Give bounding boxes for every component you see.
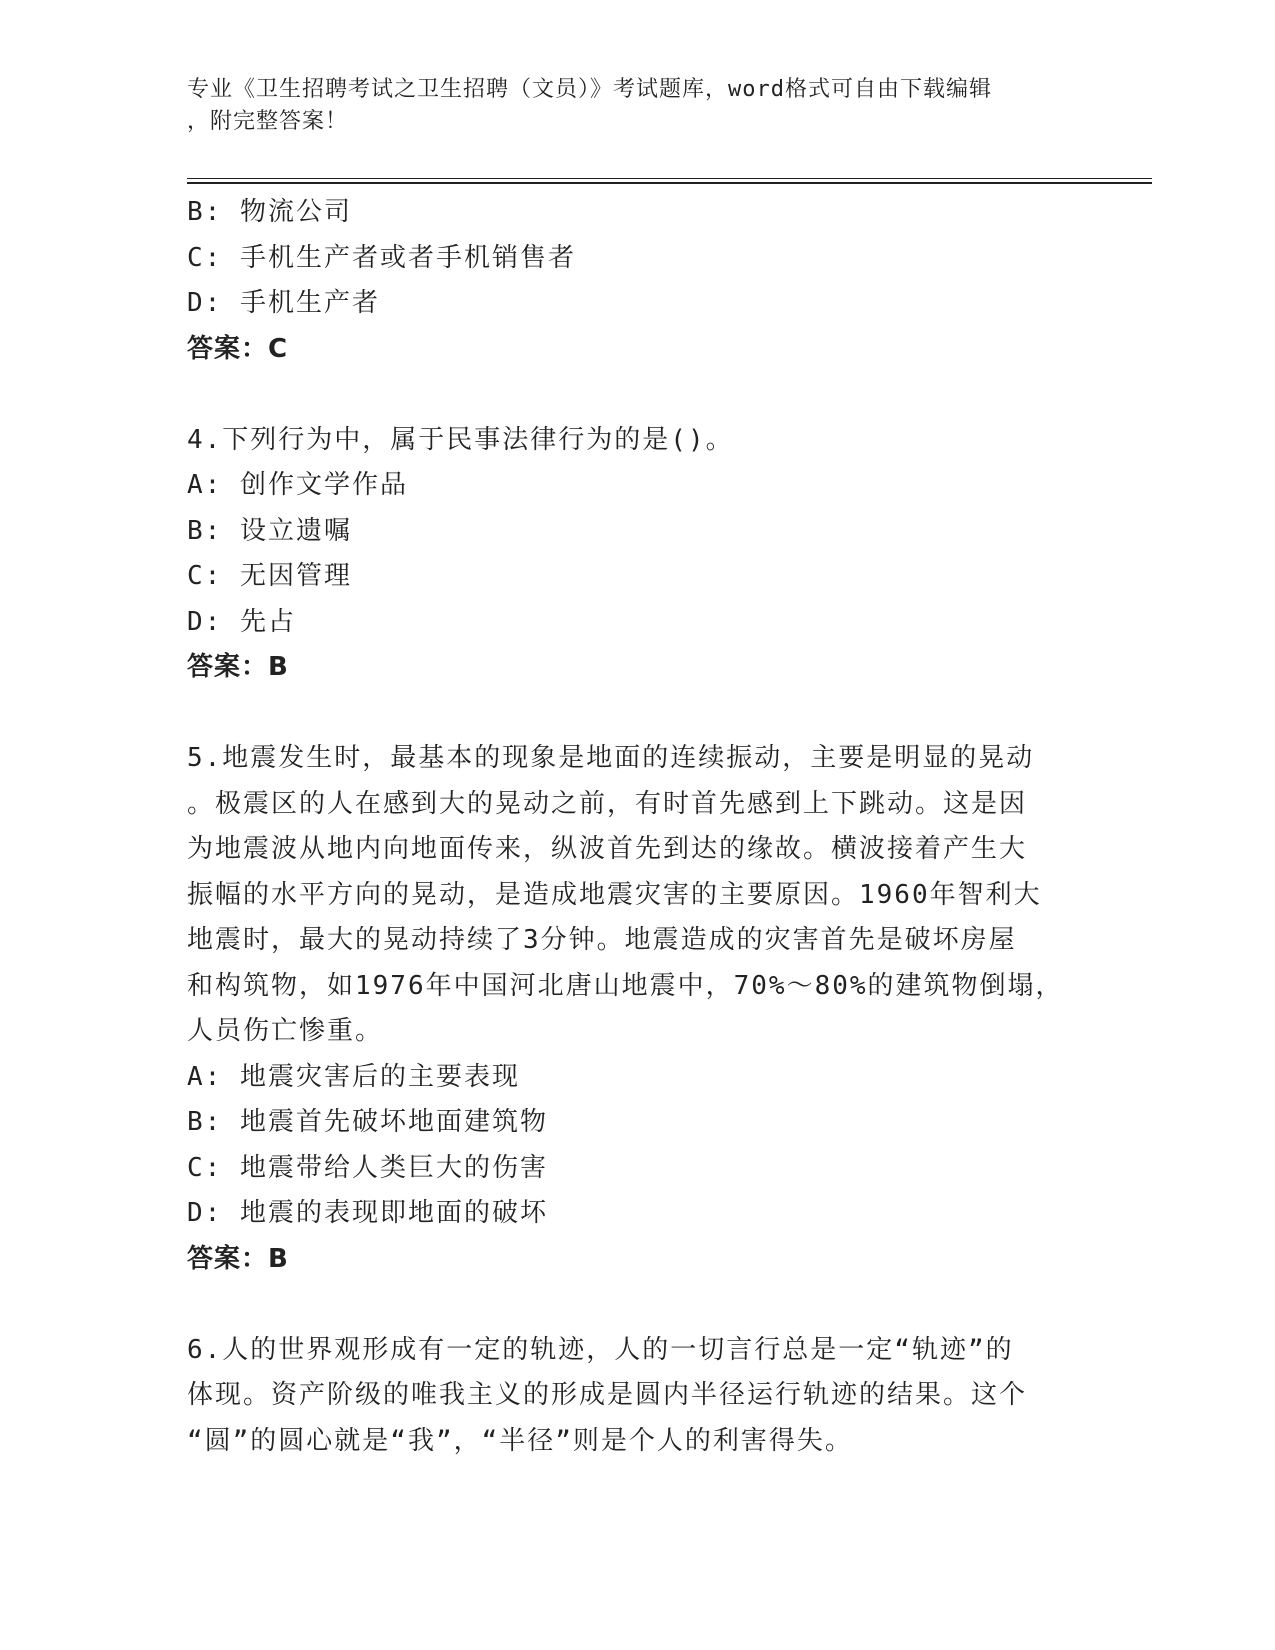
stem-line: 。极震区的人在感到大的晃动之前，有时首先感到上下跳动。这是因 [187, 788, 1028, 819]
option-c: C: 无因管理 [187, 561, 352, 591]
option-b: B: 地震首先破坏地面建筑物 [187, 1107, 548, 1137]
stem-line: 和构筑物，如1976年中国河北唐山地震中，70%～80%的建筑物倒塌， [187, 970, 1064, 1001]
header-title-line-2: ，附完整答案！ [187, 109, 349, 134]
stem-line: 为地震波从地内向地面传来，纵波首先到达的缘故。横波接着产生大 [187, 834, 1028, 864]
spacer [187, 1282, 1067, 1328]
header-title-line-1: 专业《卫生招聘考试之卫生招聘（文员）》考试题库，word格式可自由下载编辑 [187, 77, 992, 102]
stem-line: 振幅的水平方向的晃动，是造成地震灾害的主要原因。1960年智利大 [187, 879, 1042, 910]
stem-line: 地震时，最大的晃动持续了3分钟。地震造成的灾害首先是破坏房屋 [187, 925, 1017, 955]
option-c: C: 手机生产者或者手机销售者 [187, 242, 576, 273]
question-stem: 4.下列行为中，属于民事法律行为的是()。 [187, 424, 734, 455]
stem-line: 5.地震发生时，最基本的现象是地面的连续振动，主要是明显的晃动 [187, 743, 1035, 773]
spacer [187, 372, 1067, 418]
answer-line: 答案：C [187, 333, 289, 364]
question-4 [187, 418, 1067, 691]
option-d: D: 手机生产者 [187, 288, 380, 318]
stem-line: 人员伤亡惨重。 [187, 1016, 384, 1046]
option-b: B: 物流公司 [187, 197, 352, 227]
spacer [187, 691, 1067, 737]
stem-line: 体现。资产阶级的唯我主义的形成是圆内半径运行轨迹的结果。这个 [187, 1380, 1028, 1410]
option-b: B: 设立遗嘱 [187, 515, 352, 546]
question-stem [187, 1328, 1067, 1465]
document-header [187, 74, 1067, 138]
option-d: D: 先占 [187, 606, 296, 637]
question-5 [187, 736, 1067, 1282]
stem-line: “圆”的圆心就是“我”，“半径”则是个人的利害得失。 [187, 1425, 853, 1456]
question-6 [187, 1328, 1067, 1465]
question-list [187, 190, 1067, 1464]
option-a: A: 创作文学作品 [187, 470, 408, 500]
stem-line: 6.人的世界观形成有一定的轨迹，人的一切言行总是一定“轨迹”的 [187, 1334, 1014, 1365]
header-divider-thick [187, 182, 1152, 184]
question-stem [187, 736, 1067, 1055]
answer-line: 答案：B [187, 652, 289, 682]
option-a: A: 地震灾害后的主要表现 [187, 1061, 520, 1092]
header-divider-thin [187, 178, 1152, 179]
option-d: D: 地震的表现即地面的破坏 [187, 1198, 548, 1228]
option-c: C: 地震带给人类巨大的伤害 [187, 1152, 548, 1183]
answer-line: 答案：B [187, 1243, 289, 1274]
question-3-tail [187, 190, 1067, 372]
